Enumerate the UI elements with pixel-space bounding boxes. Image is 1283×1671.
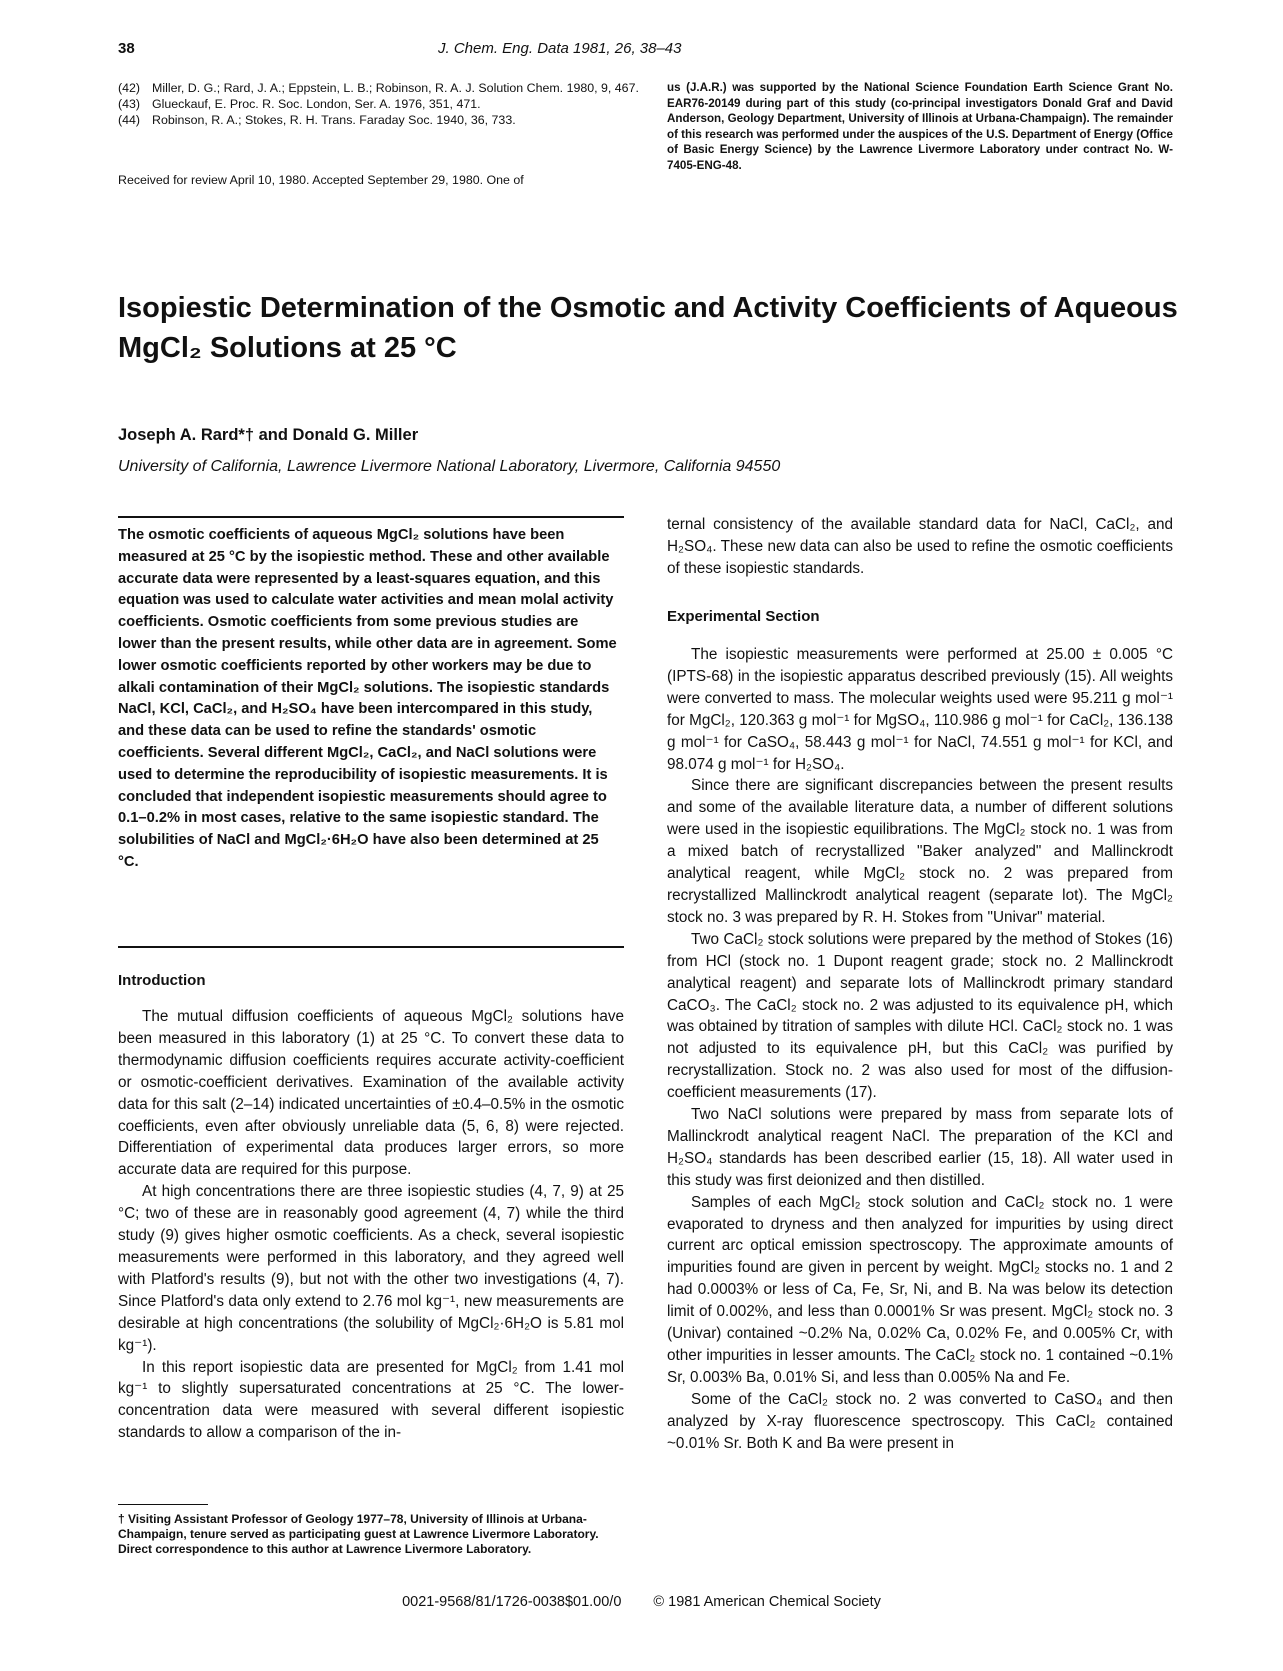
abstract: The osmotic coefficients of aqueous MgCl₂ solutions have been measured at 25 °C by the isopiestic method. These and other available accurate data were represented by a least-squares equation, and this equation was used to calculate water activities and mean molal activity coefficients. Osmotic coefficients from some previous studies are lower than the present results, while other data are in agreement. Some lower osmotic coefficients reported by other workers may be due to alkali contamination of their MgCl₂ solutions. The isopiestic standards NaCl, KCl, CaCl₂, and H₂SO₄ have been intercompared in this study, and these data can be used to refine the standards' osmotic coefficients. Several different MgCl₂, CaCl₂, and NaCl solutions were used to determine the reproducibility of isopiestic measurements. It is concluded that independent isopiestic measurements should agree to 0.1–0.2% in most cases, relative to the same isopiestic standard. The solubilities of NaCl and MgCl₂·6H₂O have also been determined at 25 °C.	[118, 527, 617, 870]
article-title: Isopiestic Determination of the Osmotic and Activity Coefficients of Aqueous MgCl₂ Solutions at 25 °C	[118, 292, 1178, 364]
introduction-body	[118, 1006, 624, 1444]
authors: Joseph A. Rard*† and Donald G. Miller	[118, 426, 419, 444]
abstract-top-rule	[118, 516, 624, 518]
copyright: © 1981 American Chemical Society	[653, 1594, 881, 1610]
experimental-heading: Experimental Section	[667, 608, 820, 625]
abstract-bottom-rule	[118, 946, 624, 948]
reference-text: Glueckauf, E. Proc. R. Soc. London, Ser. A. 1976, 351, 471.	[152, 97, 481, 111]
paragraph: Samples of each MgCl₂ stock solution and CaCl₂ stock no. 1 were evaporated to dryness and then analyzed for impurities by using direct current arc optical emission spectroscopy. The approximate amounts of impurities found are given in percent by weight. MgCl₂ stocks no. 1 and 2 had 0.0003% or less of Ca, Fe, Sr, Ni, and B. Na was below its detection limit of 0.002%, and less than 0.0001% Sr was present. MgCl₂ stock no. 3 (Univar) contained ~0.2% Na, 0.02% Ca, 0.02% Fe, and 0.005% Cr, with other impurities in lesser amounts. The CaCl₂ stock no. 1 contained ~0.1% Sr, 0.003% Ba, 0.01% Si, and less than 0.005% Na and Fe.	[667, 1193, 1173, 1386]
introduction-heading: Introduction	[118, 972, 206, 989]
footnote: † Visiting Assistant Professor of Geology 1977–78, University of Illinois at Urbana-Champaign, tenure served as participating guest at Lawrence Livermore Laboratory. Direct correspondence to this author at Lawrence Livermore Laboratory.	[118, 1512, 599, 1556]
paragraph: In this report isopiestic data are presented for MgCl₂ from 1.41 mol kg⁻¹ to slightly supersaturated concentrations at 25 °C. The lower-concentration data were measured with several different isopiestic standards to allow a comparison of the in-	[118, 1358, 624, 1442]
page-number: 38	[118, 40, 135, 57]
received-note: Received for review April 10, 1980. Accepted September 29, 1980. One of	[118, 173, 524, 187]
reference-list	[118, 80, 643, 128]
reference-item	[118, 112, 643, 128]
paragraph: Two NaCl solutions were prepared by mass from separate lots of Mallinckrodt analytical reagent NaCl. The preparation of the KCl and H₂SO₄ standards has been described earlier (15, 18). All water used in this study was first deionized and then distilled.	[667, 1106, 1173, 1189]
paragraph: The mutual diffusion coefficients of aqueous MgCl₂ solutions have been measured in this laboratory (1) at 25 °C. To convert these data to thermodynamic diffusion coefficients requires accurate activity-coefficient or osmotic-coefficient derivatives. Examination of the available activity data for this salt (2–14) indicated uncertainties of ±0.4–0.5% in the osmotic coefficients, even after obviously unreliable data (5, 6, 8) were rejected. Differentiation of experimental data produces larger errors, so more accurate data are required for this purpose.	[118, 1008, 624, 1179]
experimental-body	[667, 644, 1173, 1455]
publication-footer	[0, 1594, 1283, 1610]
paragraph: Two CaCl₂ stock solutions were prepared by the method of Stokes (16) from HCl (stock no. 1 Dupont reagent grade; stock no. 2 Mallinckrodt analytical reagent) and separate lots of Mallinckrodt primary standard CaCO₃. The CaCl₂ stock no. 2 was adjusted to its equivalence pH, which was obtained by titration of samples with dilute HCl. CaCl₂ stock no. 1 was not adjusted to its equivalence pH, but this CaCl₂ was purified by recrystallization. Stock no. 2 was also used for most of the diffusion-coefficient measurements (17).	[667, 930, 1173, 1102]
reference-text: Robinson, R. A.; Stokes, R. H. Trans. Faraday Soc. 1940, 36, 733.	[152, 113, 516, 127]
paragraph: Some of the CaCl₂ stock no. 2 was converted to CaSO₄ and then analyzed by X-ray fluorescence spectroscopy. This CaCl₂ contained ~0.01% Sr. Both K and Ba were present in	[667, 1390, 1173, 1452]
paragraph: At high concentrations there are three isopiestic studies (4, 7, 9) at 25 °C; two of these are in reasonably good agreement (4, 7) while the third study (9) gives higher osmotic coefficients. As a check, several isopiestic measurements were performed in this laboratory, and they agreed well with Platford's results (9), but not with the other two investigations (4, 7). Since Platford's data only extend to 2.76 mol kg⁻¹, new measurements are desirable at high concentrations (the solubility of MgCl₂·6H₂O is 5.81 mol kg⁻¹).	[118, 1183, 624, 1354]
reference-number: (43)	[118, 97, 141, 111]
paragraph: Since there are significant discrepancies between the present results and some of the available literature data, a number of different solutions were used in the isopiestic equilibrations. The MgCl₂ stock no. 1 was from a mixed batch of recrystallized "Baker analyzed" and Mallinckrodt analytical reagent, while MgCl₂ stock no. 2 was prepared from recrystallized Mallinckrodt analytical reagent (separate lot). The MgCl₂ stock no. 3 was prepared by R. H. Stokes from "Univar" material.	[667, 777, 1173, 926]
reference-text: Miller, D. G.; Rard, J. A.; Eppstein, L. B.; Robinson, R. A. J. Solution Chem. 1980, 9, 467.	[152, 81, 639, 95]
funding-note: us (J.A.R.) was supported by the National Science Foundation Earth Science Grant No. EAR76-20149 during part of this study (co-principal investigators Donald Graf and David Anderson, Geology Department, University of Illinois at Urbana-Champaign). The remainder of this research was performed under the auspices of the U.S. Department of Energy (Office of Basic Energy Science) by the Lawrence Livermore Laboratory under contract No. W-7405-ENG-48.	[667, 81, 1173, 172]
paragraph: The isopiestic measurements were performed at 25.00 ± 0.005 °C (IPTS-68) in the isopiestic apparatus described previously (15). All weights were converted to mass. The molecular weights used were 95.211 g mol⁻¹ for MgCl₂, 120.363 g mol⁻¹ for MgSO₄, 110.986 g mol⁻¹ for CaCl₂, 136.138 g mol⁻¹ for CaSO₄, 58.443 g mol⁻¹ for NaCl, 74.551 g mol⁻¹ for KCl, and 98.074 g mol⁻¹ for H₂SO₄.	[667, 646, 1173, 773]
footnote-rule	[118, 1504, 208, 1505]
affiliation: University of California, Lawrence Livermore National Laboratory, Livermore, California 94550	[118, 458, 781, 475]
right-column-continuation: ternal consistency of the available standard data for NaCl, CaCl₂, and H₂SO₄. These new data can also be used to refine the osmotic coefficients of these isopiestic standards.	[667, 516, 1173, 577]
reference-number: (44)	[118, 113, 141, 127]
reference-item	[118, 80, 643, 96]
reference-number: (42)	[118, 81, 141, 95]
reference-item	[118, 96, 643, 112]
journal-reference: J. Chem. Eng. Data 1981, 26, 38–43	[438, 40, 682, 57]
publication-code: 0021-9568/81/1726-0038$01.00/0	[402, 1594, 622, 1610]
